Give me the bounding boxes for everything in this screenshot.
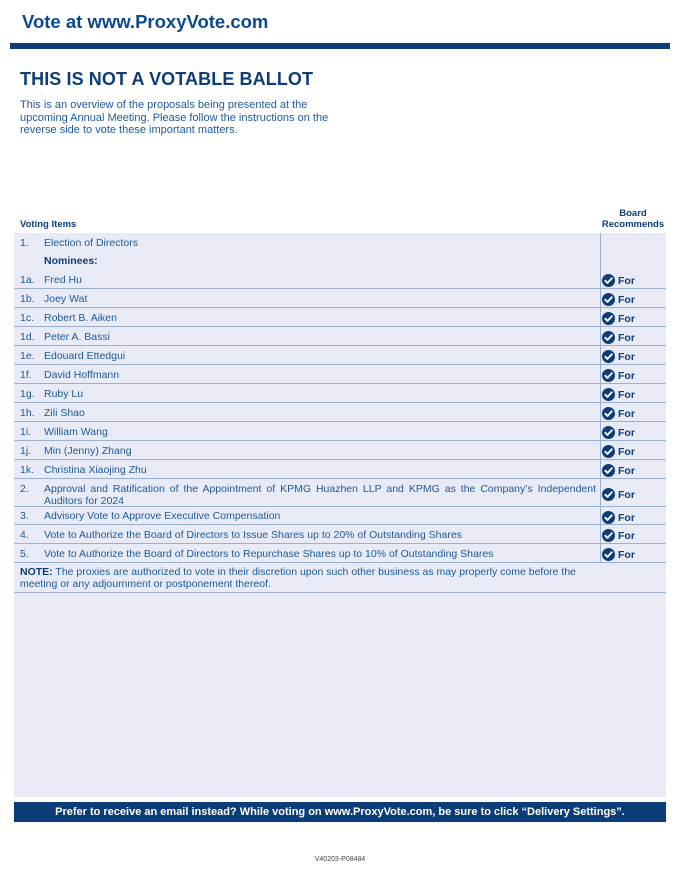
intro-line: This is an overview of the proposals being presented at the bbox=[20, 99, 308, 111]
item-number: 2. bbox=[20, 483, 29, 495]
note-text: The proxies are authorized to vote in their discretion upon such other business as may properly come before the meeting or any adjournment or postponement thereof. bbox=[20, 566, 577, 590]
voting-items-header: Voting Items bbox=[20, 219, 77, 230]
board-recommendation bbox=[602, 464, 635, 477]
recommendation-label: For bbox=[618, 511, 635, 524]
item-number: 1k. bbox=[20, 464, 35, 476]
item-text: Vote to Authorize the Board of Directors to Issue Shares up to 20% of Outstanding Shares bbox=[44, 529, 462, 541]
recommendation-label: For bbox=[618, 388, 635, 401]
recommendation-label: For bbox=[618, 529, 635, 542]
table-row bbox=[14, 460, 666, 479]
item-text: Min (Jenny) Zhang bbox=[44, 445, 132, 457]
item-number: 5. bbox=[20, 548, 29, 560]
check-circle-icon bbox=[602, 293, 615, 306]
table-row bbox=[14, 479, 666, 507]
item-text: Robert B. Aiken bbox=[44, 312, 117, 324]
check-circle-icon bbox=[602, 331, 615, 344]
board-recommendation bbox=[602, 426, 635, 439]
item-text: William Wang bbox=[44, 426, 108, 438]
table-row bbox=[14, 365, 666, 384]
check-circle-icon bbox=[602, 350, 615, 363]
board-recommendation bbox=[602, 331, 635, 344]
page-title: THIS IS NOT A VOTABLE BALLOT bbox=[20, 69, 314, 89]
table-row bbox=[14, 422, 666, 441]
item-number: 1i. bbox=[20, 426, 32, 438]
item-number: 1a. bbox=[20, 274, 35, 286]
table-row bbox=[14, 289, 666, 308]
board-recommendation bbox=[602, 369, 635, 382]
table-row bbox=[14, 403, 666, 422]
note bbox=[20, 566, 596, 590]
recommendation-label: For bbox=[618, 426, 635, 439]
board-recommendation bbox=[602, 548, 635, 561]
board-recommendation bbox=[602, 293, 635, 306]
item-text: Peter A. Bassi bbox=[44, 331, 110, 343]
item-text: Fred Hu bbox=[44, 274, 82, 286]
item-number: 1. bbox=[20, 237, 29, 249]
item-text: Ruby Lu bbox=[44, 388, 84, 400]
item-text: Nominees: bbox=[44, 255, 98, 267]
item-number: 1e. bbox=[20, 350, 35, 362]
board-recommendation bbox=[602, 445, 635, 458]
item-number: 1j. bbox=[20, 445, 32, 457]
check-circle-icon bbox=[602, 488, 615, 501]
item-text: David Hoffmann bbox=[44, 369, 120, 381]
table-row bbox=[14, 252, 666, 270]
item-number: 1h. bbox=[20, 407, 35, 419]
recommendation-label: For bbox=[618, 274, 635, 287]
recommendation-label: For bbox=[618, 445, 635, 458]
item-text: Christina Xiaojing Zhu bbox=[44, 464, 147, 476]
recommendation-label: For bbox=[618, 464, 635, 477]
board-recommendation bbox=[602, 388, 635, 401]
recommendation-label: For bbox=[618, 350, 635, 363]
board-recommendation bbox=[602, 511, 635, 524]
table-row bbox=[14, 270, 666, 289]
board-recommends-header bbox=[598, 208, 668, 230]
recommendation-label: For bbox=[618, 312, 635, 325]
item-text: Zili Shao bbox=[44, 407, 85, 419]
table-row bbox=[14, 346, 666, 365]
item-text: Vote to Authorize the Board of Directors to Repurchase Shares up to 10% of Outstanding Shares bbox=[44, 548, 494, 560]
check-circle-icon bbox=[602, 312, 615, 325]
intro-text bbox=[20, 99, 340, 137]
check-circle-icon bbox=[602, 369, 615, 382]
table-row bbox=[14, 544, 666, 563]
item-text: Election of Directors bbox=[44, 237, 138, 249]
board-recommendation bbox=[602, 488, 635, 501]
recommendation-label: For bbox=[618, 488, 635, 501]
recommendation-label: For bbox=[618, 369, 635, 382]
item-number: 1f. bbox=[20, 369, 32, 381]
table-row bbox=[14, 441, 666, 460]
check-circle-icon bbox=[602, 529, 615, 542]
item-number: 3. bbox=[20, 510, 29, 522]
check-circle-icon bbox=[602, 445, 615, 458]
check-circle-icon bbox=[602, 274, 615, 287]
board-recommendation bbox=[602, 529, 635, 542]
item-number: 1b. bbox=[20, 293, 35, 305]
board-header-line: Board bbox=[619, 208, 647, 219]
intro-line: reverse side to vote these important matters. bbox=[20, 124, 238, 136]
table-row bbox=[14, 525, 666, 544]
item-text: Approval and Ratification of the Appointment of KPMG Huazhen LLP and KPMG as the Company’s Independent Auditors for 2024 bbox=[44, 483, 596, 507]
item-number: 1d. bbox=[20, 331, 35, 343]
item-text: Advisory Vote to Approve Executive Compensation bbox=[44, 510, 281, 522]
recommendation-label: For bbox=[618, 331, 635, 344]
recommendation-label: For bbox=[618, 293, 635, 306]
table-row bbox=[14, 327, 666, 346]
item-number: 4. bbox=[20, 529, 29, 541]
check-circle-icon bbox=[602, 388, 615, 401]
footer-banner: Prefer to receive an email instead? While voting on www.ProxyVote.com, be sure to click “Delivery Settings”. bbox=[14, 802, 666, 822]
note-rule bbox=[14, 592, 666, 593]
board-header-line: Recommends bbox=[601, 219, 665, 230]
recommendation-label: For bbox=[618, 548, 635, 561]
board-recommendation bbox=[602, 312, 635, 325]
item-number: 1c. bbox=[20, 312, 35, 324]
note-label: NOTE: bbox=[20, 566, 53, 578]
board-recommendation bbox=[602, 350, 635, 363]
header-rule bbox=[10, 43, 670, 49]
table-row bbox=[14, 507, 666, 525]
header-title[interactable]: Vote at www.ProxyVote.com bbox=[22, 11, 269, 32]
check-circle-icon bbox=[602, 548, 615, 561]
table-row bbox=[14, 308, 666, 327]
board-recommendation bbox=[602, 274, 635, 287]
recommendation-label: For bbox=[618, 407, 635, 420]
table-row bbox=[14, 233, 666, 252]
table-row bbox=[14, 384, 666, 403]
item-number: 1g. bbox=[20, 388, 35, 400]
check-circle-icon bbox=[602, 407, 615, 420]
check-circle-icon bbox=[602, 511, 615, 524]
check-circle-icon bbox=[602, 464, 615, 477]
board-recommendation bbox=[602, 407, 635, 420]
item-text: Joey Wat bbox=[44, 293, 88, 305]
document-code: V40203-P08484 bbox=[314, 856, 366, 863]
intro-line: upcoming Annual Meeting. Please follow the instructions on the bbox=[20, 111, 329, 124]
item-text: Edouard Ettedgui bbox=[44, 350, 126, 362]
check-circle-icon bbox=[602, 426, 615, 439]
